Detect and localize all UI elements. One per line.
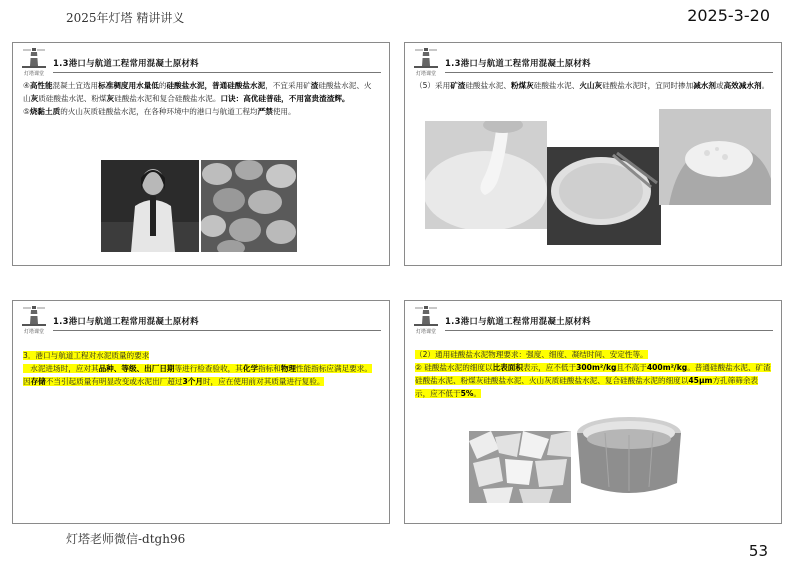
bold-run: 减水剂 — [693, 81, 716, 90]
bold-run: 品种、等级、出厂日期 — [98, 364, 175, 373]
slide-3 — [12, 300, 390, 524]
bold-run: 5% — [460, 389, 474, 398]
paragraph-heading — [23, 349, 379, 362]
title-divider — [445, 72, 773, 73]
title-divider — [53, 330, 381, 331]
slide-body — [23, 79, 379, 118]
text-run: 且不高于 — [616, 363, 647, 372]
slide-4 — [404, 300, 782, 524]
text-run: 。 — [473, 389, 482, 398]
bold-run: 300m²/kg — [576, 363, 617, 372]
text-run: 使用。 — [272, 107, 296, 116]
paragraph-fineness — [415, 361, 771, 400]
bold-run: 灰 — [106, 94, 115, 103]
logo-text: 灯塔课堂 — [23, 71, 44, 77]
highlighted-text — [415, 363, 771, 398]
logo-text: 灯塔课堂 — [415, 71, 436, 77]
text-run: ⑤ — [23, 107, 30, 116]
photo-pouring-liquid — [425, 121, 547, 229]
lighthouse-logo-icon — [411, 304, 441, 338]
slide-body — [415, 348, 771, 400]
slide-2 — [404, 42, 782, 266]
photo-cement-clinker — [469, 431, 571, 503]
text-run: 指标和 — [258, 364, 281, 373]
text-run: 。普通硅酸盐水泥、矿渣硅酸盐水泥、粉煤灰硅酸盐水泥、火山灰质硅酸盐水泥、复合硅酸盐水泥的细度以 — [415, 363, 771, 385]
bold-run: 高性能 — [29, 81, 53, 90]
footer-contact: 灯塔老师微信-dtgh96 — [66, 532, 186, 546]
text-run: 混凝土宜选用 — [52, 81, 99, 90]
text-run: 硅酸盐水泥、火山 — [23, 81, 372, 103]
logo-text: 灯塔课堂 — [23, 329, 44, 335]
text-run: 质硅酸盐水泥、粉煤 — [38, 94, 107, 103]
bold-run: 矿渣 — [450, 81, 466, 90]
header-date: 2025-3-20 — [687, 6, 770, 25]
bold-run: 标准稠度用水量低 — [98, 81, 159, 90]
bold-run: 火山灰 — [579, 81, 603, 90]
page-number: 53 — [748, 542, 768, 560]
highlighted-text: 3．港口与航道工程对水泥质量的要求 — [23, 351, 150, 360]
bold-run: 化学 — [242, 364, 259, 373]
logo-text: 灯塔课堂 — [415, 329, 436, 335]
text-run: 表示，应不低于 — [522, 363, 577, 372]
text-run: 等进行检查验收，其 — [174, 364, 243, 373]
bold-run: 3个月 — [182, 377, 203, 386]
bold-run: 烧黏土质 — [29, 107, 61, 116]
photo-calcined-clay — [201, 160, 297, 252]
text-run: ，不宜采用矿 — [265, 81, 311, 90]
text-run: （5）采用 — [415, 81, 451, 90]
bold-run: 物理 — [280, 364, 297, 373]
text-run: 或 — [716, 81, 724, 90]
photo-person — [101, 160, 199, 252]
bold-run: 硅酸盐水泥，普通硅酸盐水泥 — [166, 81, 266, 90]
highlighted-text — [23, 364, 372, 386]
header-course-title: 2025年灯塔 精讲讲义 — [66, 11, 185, 25]
bold-run: 45μm — [688, 376, 713, 385]
title-divider — [53, 72, 381, 73]
text-run: 硅酸盐水泥、 — [533, 81, 580, 90]
text-run: 水泥进场时，应对其 — [30, 364, 99, 373]
paragraph-inspection — [23, 362, 379, 388]
text-run: 硅酸盐水泥、 — [465, 81, 511, 90]
paragraph-calcined-clay — [23, 105, 379, 118]
lighthouse-logo-icon — [411, 46, 441, 80]
text-run: 硅酸盐水泥时，宜同时掺加 — [602, 81, 694, 90]
paragraph-cement-selection — [23, 79, 379, 105]
slide-1 — [12, 42, 390, 266]
photo-mixing-bucket — [547, 147, 661, 245]
bold-run: 存储 — [30, 377, 46, 386]
text-run: 方孔筛筛余表示，应不低于 — [415, 376, 759, 398]
text-run: 硅酸盐水泥和复合硅酸盐水泥。 — [114, 94, 221, 103]
bold-run: 渣 — [310, 81, 319, 90]
bold-run: 粉煤灰 — [510, 81, 534, 90]
text-run: 的火山灰质硅酸盐水泥，在各种环境中的港口与航道工程均 — [60, 107, 258, 116]
slide-title: 1.3港口与航道工程常用混凝土原材料 — [53, 58, 199, 68]
photo-powder-in-hand — [659, 109, 771, 205]
highlighted-text: （2）通用硅酸盐水泥物理要求：强度、细度、凝结时间、安定性等。 — [415, 350, 648, 359]
slide-title: 1.3港口与航道工程常用混凝土原材料 — [445, 316, 591, 326]
paragraph-water-reducer — [415, 79, 771, 92]
bold-run: 严禁 — [257, 107, 273, 116]
paragraph-physical-requirements — [415, 348, 771, 361]
text-run: ② 硅酸盐水泥的细度以 — [415, 363, 493, 372]
photo-sieve — [575, 411, 683, 499]
lighthouse-logo-icon — [19, 46, 49, 80]
bold-run: 口诀：高优硅普硅，不用富贵渣渣辉。 — [220, 94, 350, 103]
text-run: 性能指标应满足要求。因 — [23, 364, 372, 386]
bold-run: 高效减水剂 — [723, 81, 762, 90]
slide-body — [415, 79, 771, 92]
text-run: 。 — [761, 81, 770, 90]
bold-run: 灰 — [30, 94, 39, 103]
slide-body — [23, 349, 379, 388]
slide-title: 1.3港口与航道工程常用混凝土原材料 — [445, 58, 591, 68]
bold-run: 400m²/kg — [646, 363, 688, 372]
text-run: 时，应在使用前对其质量进行复验。 — [202, 377, 325, 386]
text-run: 的 — [158, 81, 167, 90]
text-run: 不当引起质量有明显改变或水泥出厂超过 — [45, 377, 183, 386]
lighthouse-logo-icon — [19, 304, 49, 338]
text-run: ④ — [23, 81, 30, 90]
bold-run: 比表面积 — [492, 363, 523, 372]
slide-title: 1.3港口与航道工程常用混凝土原材料 — [53, 316, 199, 326]
title-divider — [445, 330, 773, 331]
